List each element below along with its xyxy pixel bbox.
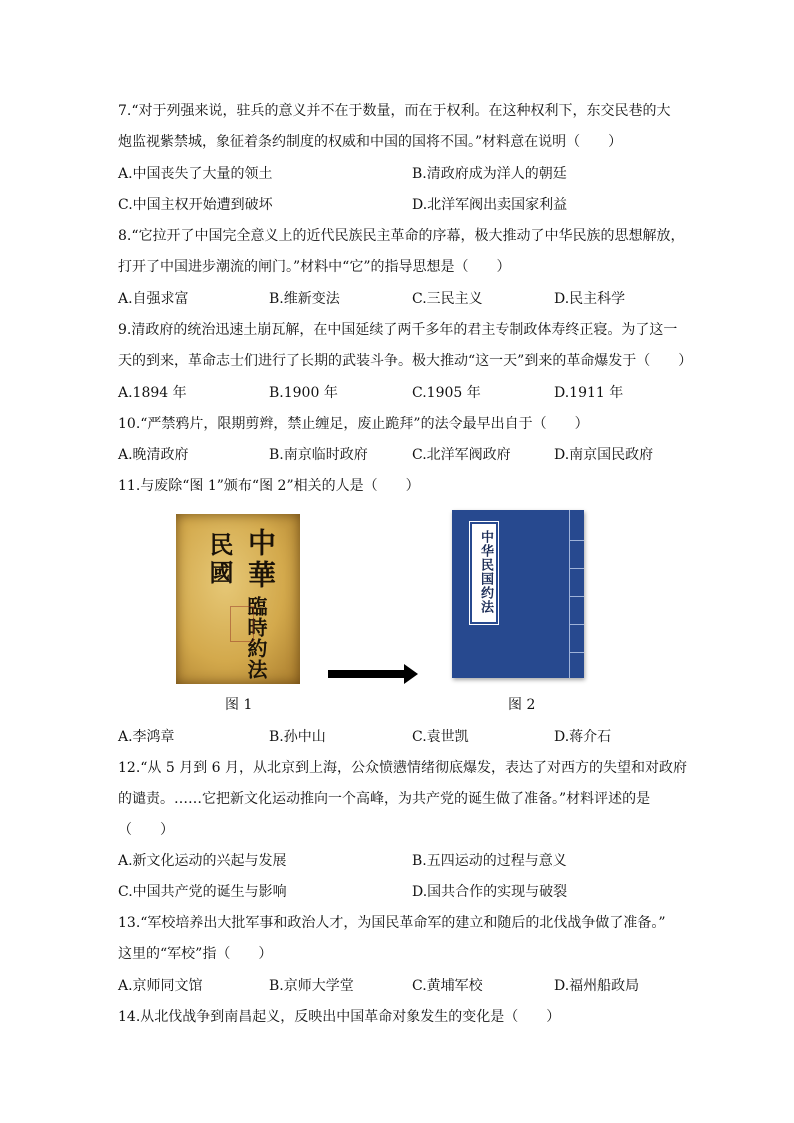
cover-text-mid: 臨時約法 xyxy=(244,596,268,680)
q11-option-c: C.袁世凯 xyxy=(412,729,469,745)
q9-option-d: D.1911 年 xyxy=(554,385,624,401)
q12-stem-line-2: 的谴责。……它把新文化运动推向一个高峰，为共产党的诞生做了准备。”材料评述的是 xyxy=(118,791,651,807)
q12-option-d: D.国共合作的实现与破裂 xyxy=(412,884,568,900)
book-title-text: 中华民国约法 xyxy=(478,530,493,614)
figure-2-caption: 图 2 xyxy=(508,697,536,713)
q11-option-a: A.李鸿章 xyxy=(118,729,175,745)
figure-2-constitution-book xyxy=(452,510,584,678)
spine-binding-mark xyxy=(570,596,584,597)
q9-option-b: B.1900 年 xyxy=(269,385,338,401)
q13-stem-line-2: 这里的“军校”指（ ） xyxy=(118,946,273,962)
q14-stem-line-1: 14.从北伐战争到南昌起义，反映出中国革命对象发生的变化是（ ） xyxy=(118,1009,561,1025)
q11-option-b: B.孙中山 xyxy=(269,729,326,745)
q13-option-b: B.京师大学堂 xyxy=(269,978,354,994)
q7-option-d: D.北洋军阀出卖国家利益 xyxy=(412,197,568,213)
q13-option-a: A.京师同文馆 xyxy=(118,978,203,994)
q7-option-c: C.中国主权开始遭到破坏 xyxy=(118,197,273,213)
q10-stem-line-1: 10.“严禁鸦片，限期剪辫，禁止缠足，废止跪拜”的法令最早出自于（ ） xyxy=(118,416,589,432)
q13-stem-line-1: 13.“军校培养出大批军事和政治人才，为国民革命军的建立和随后的北伐战争做了准备。” xyxy=(118,915,666,931)
q13-option-d: D.福州船政局 xyxy=(554,978,640,994)
spine-binding-mark xyxy=(570,652,584,653)
q8-stem-line-2: 打开了中国进步潮流的闸门。”材料中“它”的指导思想是（ ） xyxy=(118,259,511,275)
q10-option-a: A.晚清政府 xyxy=(118,447,189,463)
seal-stamp xyxy=(230,606,254,642)
spine-binding-mark xyxy=(570,568,584,569)
cover-text-right: 中華 xyxy=(244,528,277,592)
q12-option-b: B.五四运动的过程与意义 xyxy=(412,853,567,869)
book-title-label xyxy=(470,522,498,624)
q11-option-d: D.蒋介石 xyxy=(554,729,612,745)
q7-option-b: B.清政府成为洋人的朝廷 xyxy=(412,166,567,182)
right-arrow-icon xyxy=(328,670,406,678)
q8-stem-line-1: 8.“它拉开了中国完全意义上的近代民族民主革命的序幕，极大推动了中华民族的思想解放， xyxy=(118,228,685,244)
q9-stem-line-1: 9.清政府的统治迅速土崩瓦解，在中国延续了两千多年的君主专制政体寿终正寝。为了这一 xyxy=(118,322,678,338)
q9-option-c: C.1905 年 xyxy=(412,385,481,401)
q7-stem-line-2: 炮监视紫禁城，象征着条约制度的权威和中国的国将不国。”材料意在说明（ ） xyxy=(118,134,623,150)
q7-stem-line-1: 7.“对于列强来说，驻兵的意义并不在于数量，而在于权利。在这种权利下，东交民巷的大 xyxy=(118,103,671,119)
figure-1-caption: 图 1 xyxy=(225,697,253,713)
cover-text-left: 民國 xyxy=(205,532,234,588)
q10-option-d: D.南京国民政府 xyxy=(554,447,654,463)
q12-option-a: A.新文化运动的兴起与发展 xyxy=(118,853,287,869)
q10-option-c: C.北洋军阀政府 xyxy=(412,447,511,463)
q8-option-c: C.三民主义 xyxy=(412,291,483,307)
q9-option-a: A.1894 年 xyxy=(118,385,187,401)
q12-option-c: C.中国共产党的诞生与影响 xyxy=(118,884,287,900)
q8-option-d: D.民主科学 xyxy=(554,291,626,307)
spine-binding-mark xyxy=(570,624,584,625)
q9-stem-line-2: 天的到来，革命志士们进行了长期的武装斗争。极大推动“这一天”到来的革命爆发于（ ） xyxy=(118,353,693,369)
q8-option-b: B.维新变法 xyxy=(269,291,340,307)
q12-stem-line-3: （ ） xyxy=(118,822,174,838)
q8-option-a: A.自强求富 xyxy=(118,291,189,307)
q13-option-c: C.黄埔军校 xyxy=(412,978,483,994)
q12-stem-line-1: 12.“从 5 月到 6 月，从北京到上海，公众愤懑情绪彻底爆发，表达了对西方的失望和对政府 xyxy=(118,760,688,776)
q11-stem-line-1: 11.与废除“图 1”颁布“图 2”相关的人是（ ） xyxy=(118,478,420,494)
spine-binding-mark xyxy=(570,540,584,541)
figure-1-provisional-constitution-cover xyxy=(176,514,300,684)
q10-option-b: B.南京临时政府 xyxy=(269,447,368,463)
q7-option-a: A.中国丧失了大量的领土 xyxy=(118,166,273,182)
